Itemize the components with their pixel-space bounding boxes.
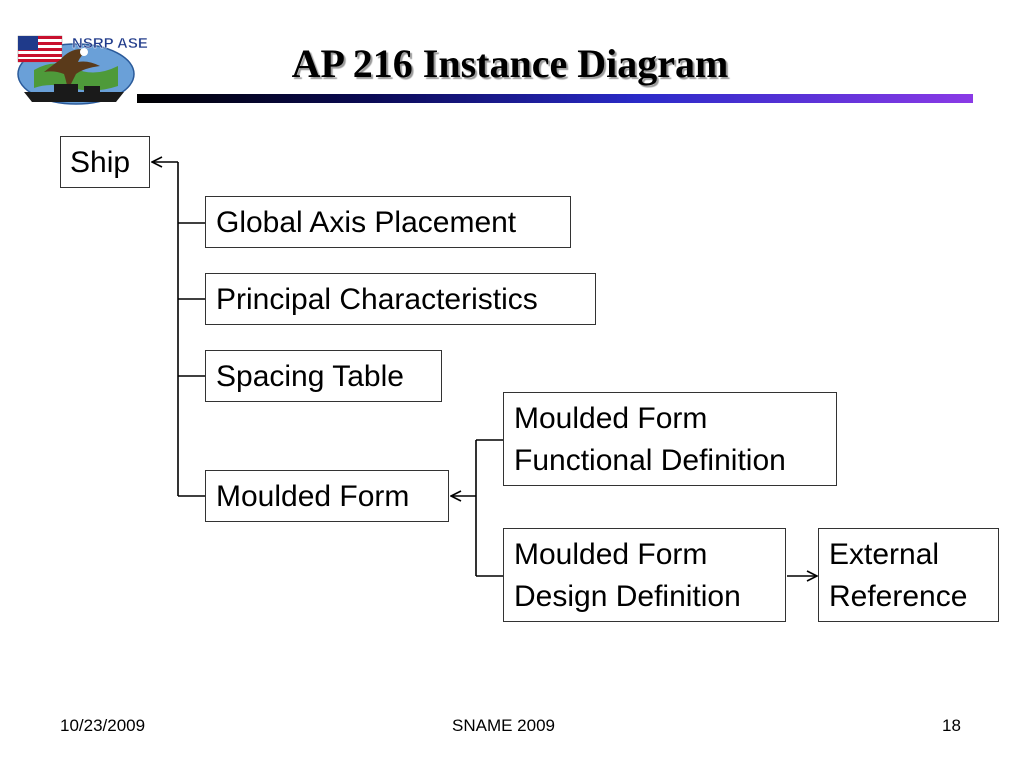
node-spacing-table: Spacing Table [205,350,442,402]
footer-event: SNAME 2009 [452,716,555,735]
footer-page-number: 18 [942,716,961,735]
node-moulded-form-design-definition [503,528,786,622]
node-external-reference [818,528,999,622]
node-design-definition-line-1: Moulded Form [514,538,708,571]
slide-title: AP 216 Instance Diagram [291,41,729,86]
node-principal-characteristics: Principal Characteristics [205,273,596,325]
node-functional-definition-line-1: Moulded Form [514,402,708,435]
node-design-definition-line-2: Design Definition [514,580,741,613]
node-ship: Ship [60,136,150,188]
node-global-axis-placement: Global Axis Placement [205,196,571,248]
node-external-reference-line-1: External [829,538,940,571]
node-functional-definition-line-2: Functional Definition [514,444,786,477]
footer-date: 10/23/2009 [60,716,146,735]
node-moulded-form: Moulded Form [205,470,449,522]
node-external-reference-line-2: Reference [829,580,968,613]
logo-text: NSRP ASE [72,35,148,52]
node-moulded-form-functional-definition [503,392,837,486]
